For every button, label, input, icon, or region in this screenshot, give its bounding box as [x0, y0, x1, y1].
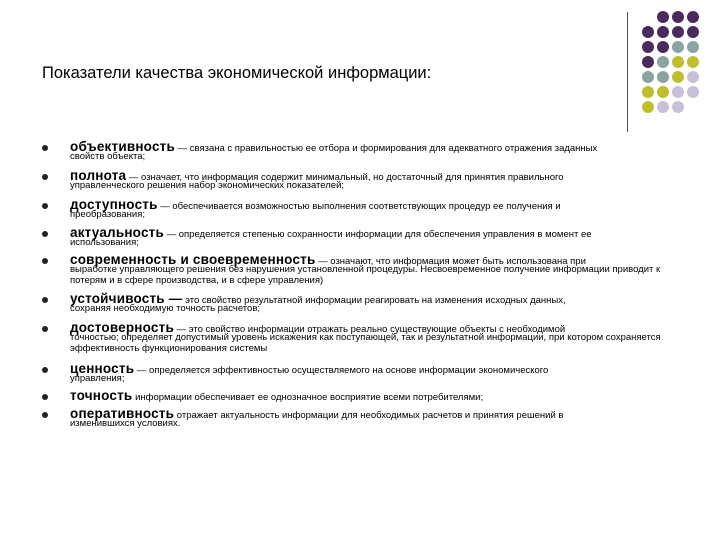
- item-continuation: сохраняя необходимую точность расчетов;: [70, 303, 261, 314]
- decorative-dot: [657, 26, 669, 38]
- decorative-dot: [672, 86, 684, 98]
- decorative-dot: [672, 56, 684, 68]
- item-continuation: использования;: [70, 237, 139, 248]
- bullet-icon: [42, 394, 48, 400]
- decorative-dot: [687, 56, 699, 68]
- item-description: — определяется эффективностью осуществляемого на основе информации экономического: [134, 365, 549, 376]
- item-continuation: свойств объекта;: [70, 151, 146, 162]
- item-term: оперативность: [70, 406, 175, 421]
- item-term: актуальность: [70, 225, 164, 240]
- decorative-dot: [687, 71, 699, 83]
- decorative-dot: [642, 71, 654, 83]
- bullet-icon: [42, 145, 48, 151]
- item-continuation: точностью; определяет допустимый уровень искажения как поступающей, так и результатной информации, при котором сохраняется эффективность функционирования системы: [70, 332, 661, 354]
- item-continuation: управления;: [70, 373, 125, 384]
- item-description: — связана с правильностью ее отбора и формирования для адекватного отражения заданных: [174, 143, 598, 154]
- decorative-dot: [657, 86, 669, 98]
- bullet-icon: [42, 258, 48, 264]
- item-description: — это свойство информации отражать реально существующие объекты с необходимой: [173, 324, 566, 335]
- decorative-dot: [672, 101, 684, 113]
- decorative-dot: [657, 56, 669, 68]
- item-description: — обеспечивается возможностью выполнения соответствующих процедур ее получения и: [157, 201, 561, 212]
- item-description: — означают, что информация может быть использована при: [315, 256, 586, 267]
- item-term: современность и своевременность: [70, 252, 316, 267]
- decorative-dot: [672, 26, 684, 38]
- bullet-icon: [42, 174, 48, 180]
- vertical-divider: [627, 12, 628, 132]
- decorative-dot: [687, 26, 699, 38]
- item-description: это свойство результатной информации реагировать на изменения исходных данных,: [182, 295, 566, 306]
- decorative-dot: [642, 86, 654, 98]
- item-term: устойчивость —: [70, 291, 183, 306]
- decorative-dot: [672, 41, 684, 53]
- item-continuation: изменившихся условиях.: [70, 418, 181, 429]
- decorative-dot: [672, 71, 684, 83]
- item-term: объективность: [70, 139, 175, 154]
- item-term: полнота: [70, 168, 127, 183]
- item-continuation: управленческого решения набор экономических показателей;: [70, 180, 345, 191]
- bullet-icon: [42, 367, 48, 373]
- decorative-dot: [687, 41, 699, 53]
- item-continuation: выработке управляющего решения без нарушения установленной процедуры. Несвоевременное получение информации приводит к потерям и в сфере производства, и в сфере управления): [70, 264, 661, 286]
- decorative-dot: [672, 11, 684, 23]
- decorative-dot: [657, 11, 669, 23]
- decorative-dot: [687, 11, 699, 23]
- decorative-dot: [657, 71, 669, 83]
- decorative-dot: [642, 101, 654, 113]
- slide-title: Показатели качества экономической информации:: [42, 64, 432, 82]
- item-term: доступность: [70, 197, 158, 212]
- decorative-dot: [657, 101, 669, 113]
- decorative-dot: [642, 56, 654, 68]
- item-term: достоверность: [70, 320, 174, 335]
- item-description: — означает, что информация содержит минимальный, но достаточный для принятия правильного: [126, 172, 564, 183]
- bullet-icon: [42, 203, 48, 209]
- item-term: ценность: [70, 361, 135, 376]
- item-continuation: преобразования;: [70, 209, 145, 220]
- bullet-icon: [42, 326, 48, 332]
- item-term: точность: [70, 388, 133, 403]
- bullet-icon: [42, 231, 48, 237]
- decorative-dot: [642, 26, 654, 38]
- decorative-dot: [657, 41, 669, 53]
- item-description: информации обеспечивает ее однозначное восприятие всеми потребителями;: [132, 392, 484, 403]
- decorative-dot: [642, 41, 654, 53]
- bullet-icon: [42, 297, 48, 303]
- item-description: — определяется степенью сохранности информации для обеспечения управления в момент ее: [163, 229, 592, 240]
- decorative-dot: [687, 86, 699, 98]
- bullet-icon: [42, 412, 48, 418]
- item-description: отражает актуальность информации для необходимых расчетов и принятия решений в: [174, 410, 564, 421]
